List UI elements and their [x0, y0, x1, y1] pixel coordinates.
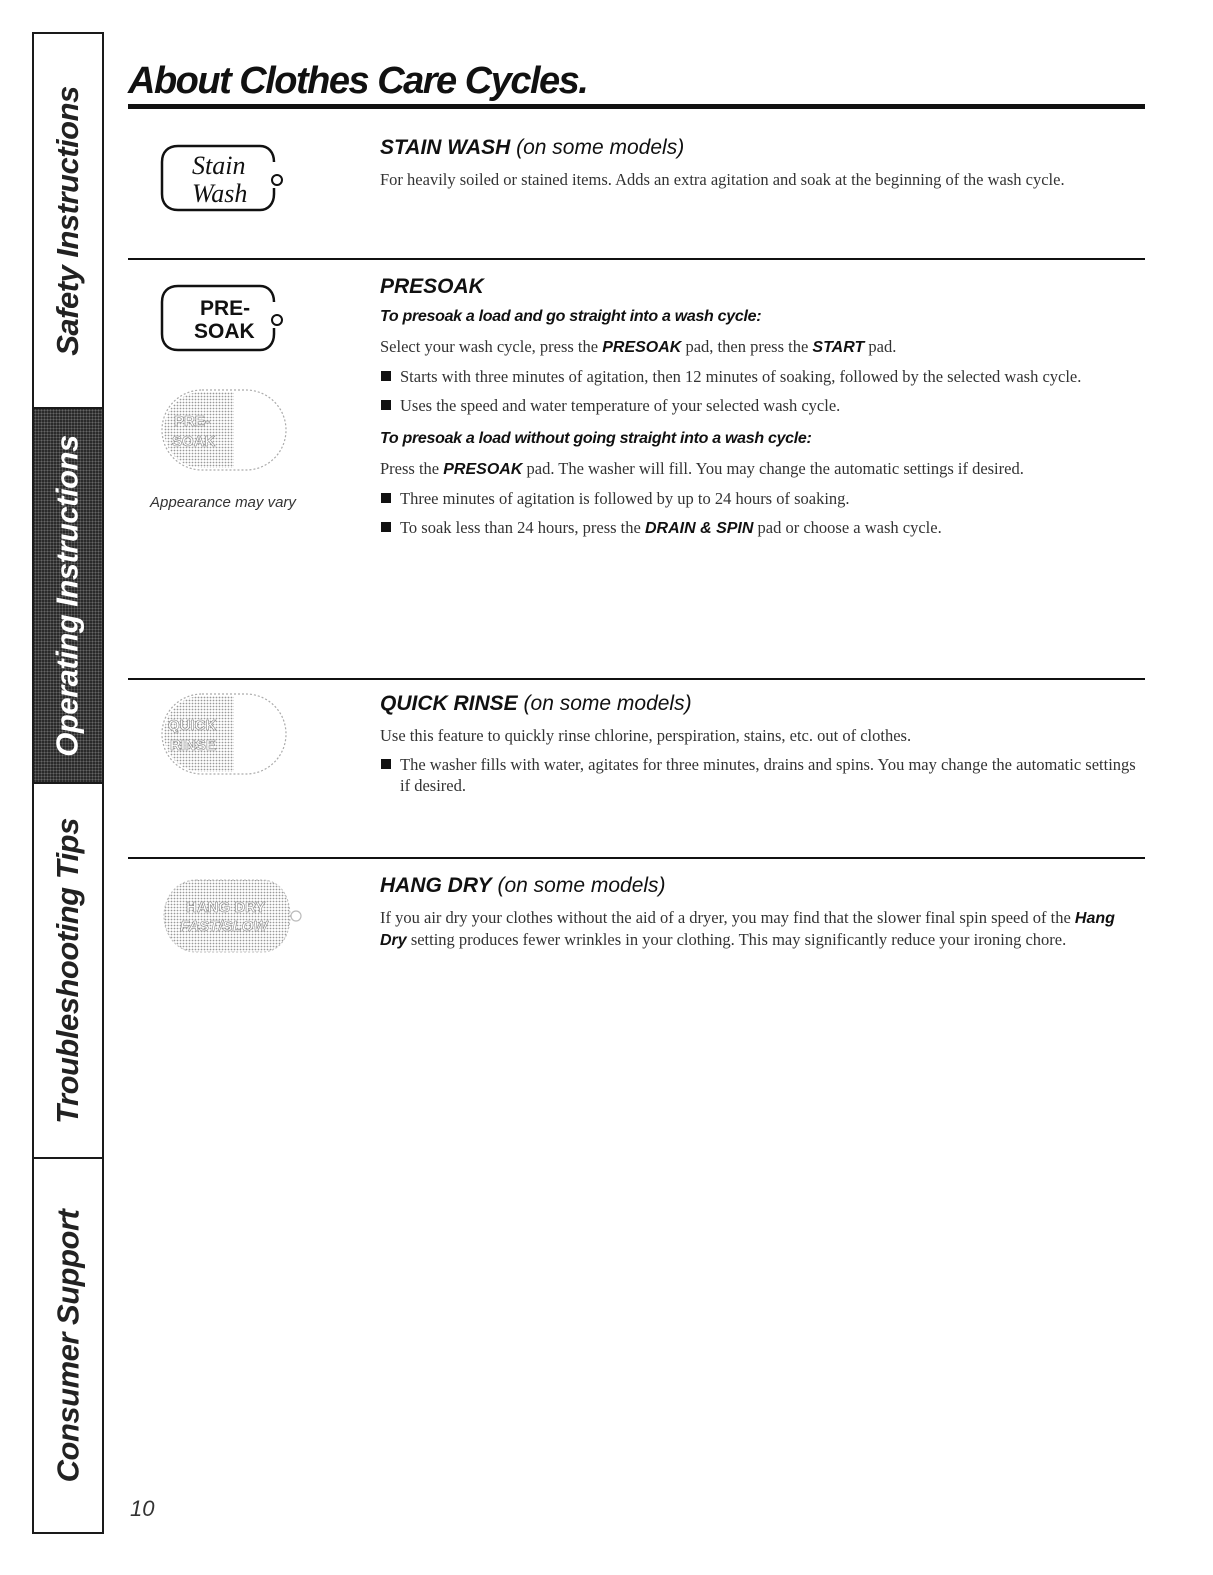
tab-label: Consumer Support — [50, 1209, 86, 1482]
section-heading — [380, 692, 1145, 716]
section-presoak — [380, 275, 1145, 547]
icon-text: RINSE — [170, 737, 216, 754]
section-subtitle: (on some models) — [523, 692, 692, 715]
bullet-item: To soak less than 24 hours, press the DRAIN & SPIN pad or choose a wash cycle. — [380, 517, 1145, 539]
hang-dry-pad-icon — [158, 876, 308, 956]
section-stain-wash — [380, 136, 1145, 198]
section-text: Press the PRESOAK pad. The washer will fill. You may change the automatic settings if desired. — [380, 459, 1024, 478]
title-divider — [128, 104, 1145, 109]
bullet-item: Starts with three minutes of agitation, then 12 minutes of soaking, followed by the selected wash cycle. — [380, 366, 1145, 387]
section-title: STAIN WASH — [380, 136, 511, 159]
section-divider — [128, 678, 1145, 680]
section-hang-dry — [380, 874, 1145, 959]
tab-consumer-support[interactable] — [34, 1159, 102, 1532]
tab-label: Safety Instructions — [50, 85, 85, 356]
stain-wash-pad-icon — [156, 140, 296, 220]
presoak-pad-icon — [156, 280, 296, 360]
subheading: To presoak a load without going straight into a wash cycle: — [380, 430, 812, 447]
icon-text: SOAK — [172, 433, 216, 450]
section-sidebar — [32, 32, 104, 1534]
section-title: PRESOAK — [380, 275, 484, 298]
section-heading — [380, 275, 1145, 299]
section-text: Select your wash cycle, press the PRESOAK pad, then press the START pad. — [380, 337, 897, 356]
icon-text: HANG DRY — [186, 899, 266, 916]
icon-text: FAST/SLOW — [180, 918, 268, 935]
section-subtitle: (on some models) — [516, 136, 685, 159]
presoak-alt-pad-icon — [158, 386, 298, 476]
bullet-item: The washer fills with water, agitates for three minutes, drains and spins. You may change the automatic settings if desired. — [380, 754, 1145, 796]
icon-text: SOAK — [194, 320, 255, 343]
subheading: To presoak a load and go straight into a wash cycle: — [380, 308, 762, 325]
tab-label: Troubleshooting Tips — [50, 817, 85, 1124]
appearance-note: Appearance may vary — [150, 494, 296, 511]
icon-text: PRE- — [200, 297, 251, 320]
section-text: Use this feature to quickly rinse chlorine, perspiration, stains, etc. out of clothes. — [380, 726, 912, 745]
section-divider — [128, 857, 1145, 859]
page-number: 10 — [130, 1496, 155, 1521]
icon-text: Stain — [192, 151, 246, 180]
tab-label: Operating Instructions — [50, 434, 86, 757]
icon-text: PRE- — [174, 413, 210, 430]
quick-rinse-pad-icon — [158, 690, 298, 780]
section-quick-rinse — [380, 692, 1145, 804]
bullet-item: Three minutes of agitation is followed by up to 24 hours of soaking. — [380, 488, 1145, 509]
section-heading — [380, 136, 1145, 160]
icon-text: Wash — [192, 179, 248, 208]
section-title: QUICK RINSE — [380, 692, 518, 715]
section-title: HANG DRY — [380, 874, 492, 897]
section-subtitle: (on some models) — [497, 874, 666, 897]
tab-operating-instructions[interactable] — [34, 409, 102, 784]
page-title: About Clothes Care Cycles. — [128, 60, 588, 102]
icon-text: QUICK — [168, 717, 217, 734]
tab-safety-instructions[interactable] — [34, 34, 102, 409]
section-text: For heavily soiled or stained items. Adds an extra agitation and soak at the beginning of the wash cycle. — [380, 170, 1065, 189]
section-text: If you air dry your clothes without the aid of a dryer, you may find that the slower final spin speed of the Hang Dry setting produces fewer wrinkles in your clothing. This may significantly reduce your ironing chore. — [380, 908, 1115, 949]
section-heading — [380, 874, 1145, 898]
tab-troubleshooting-tips[interactable] — [34, 784, 102, 1159]
section-divider — [128, 258, 1145, 260]
bullet-item: Uses the speed and water temperature of your selected wash cycle. — [380, 395, 1145, 416]
